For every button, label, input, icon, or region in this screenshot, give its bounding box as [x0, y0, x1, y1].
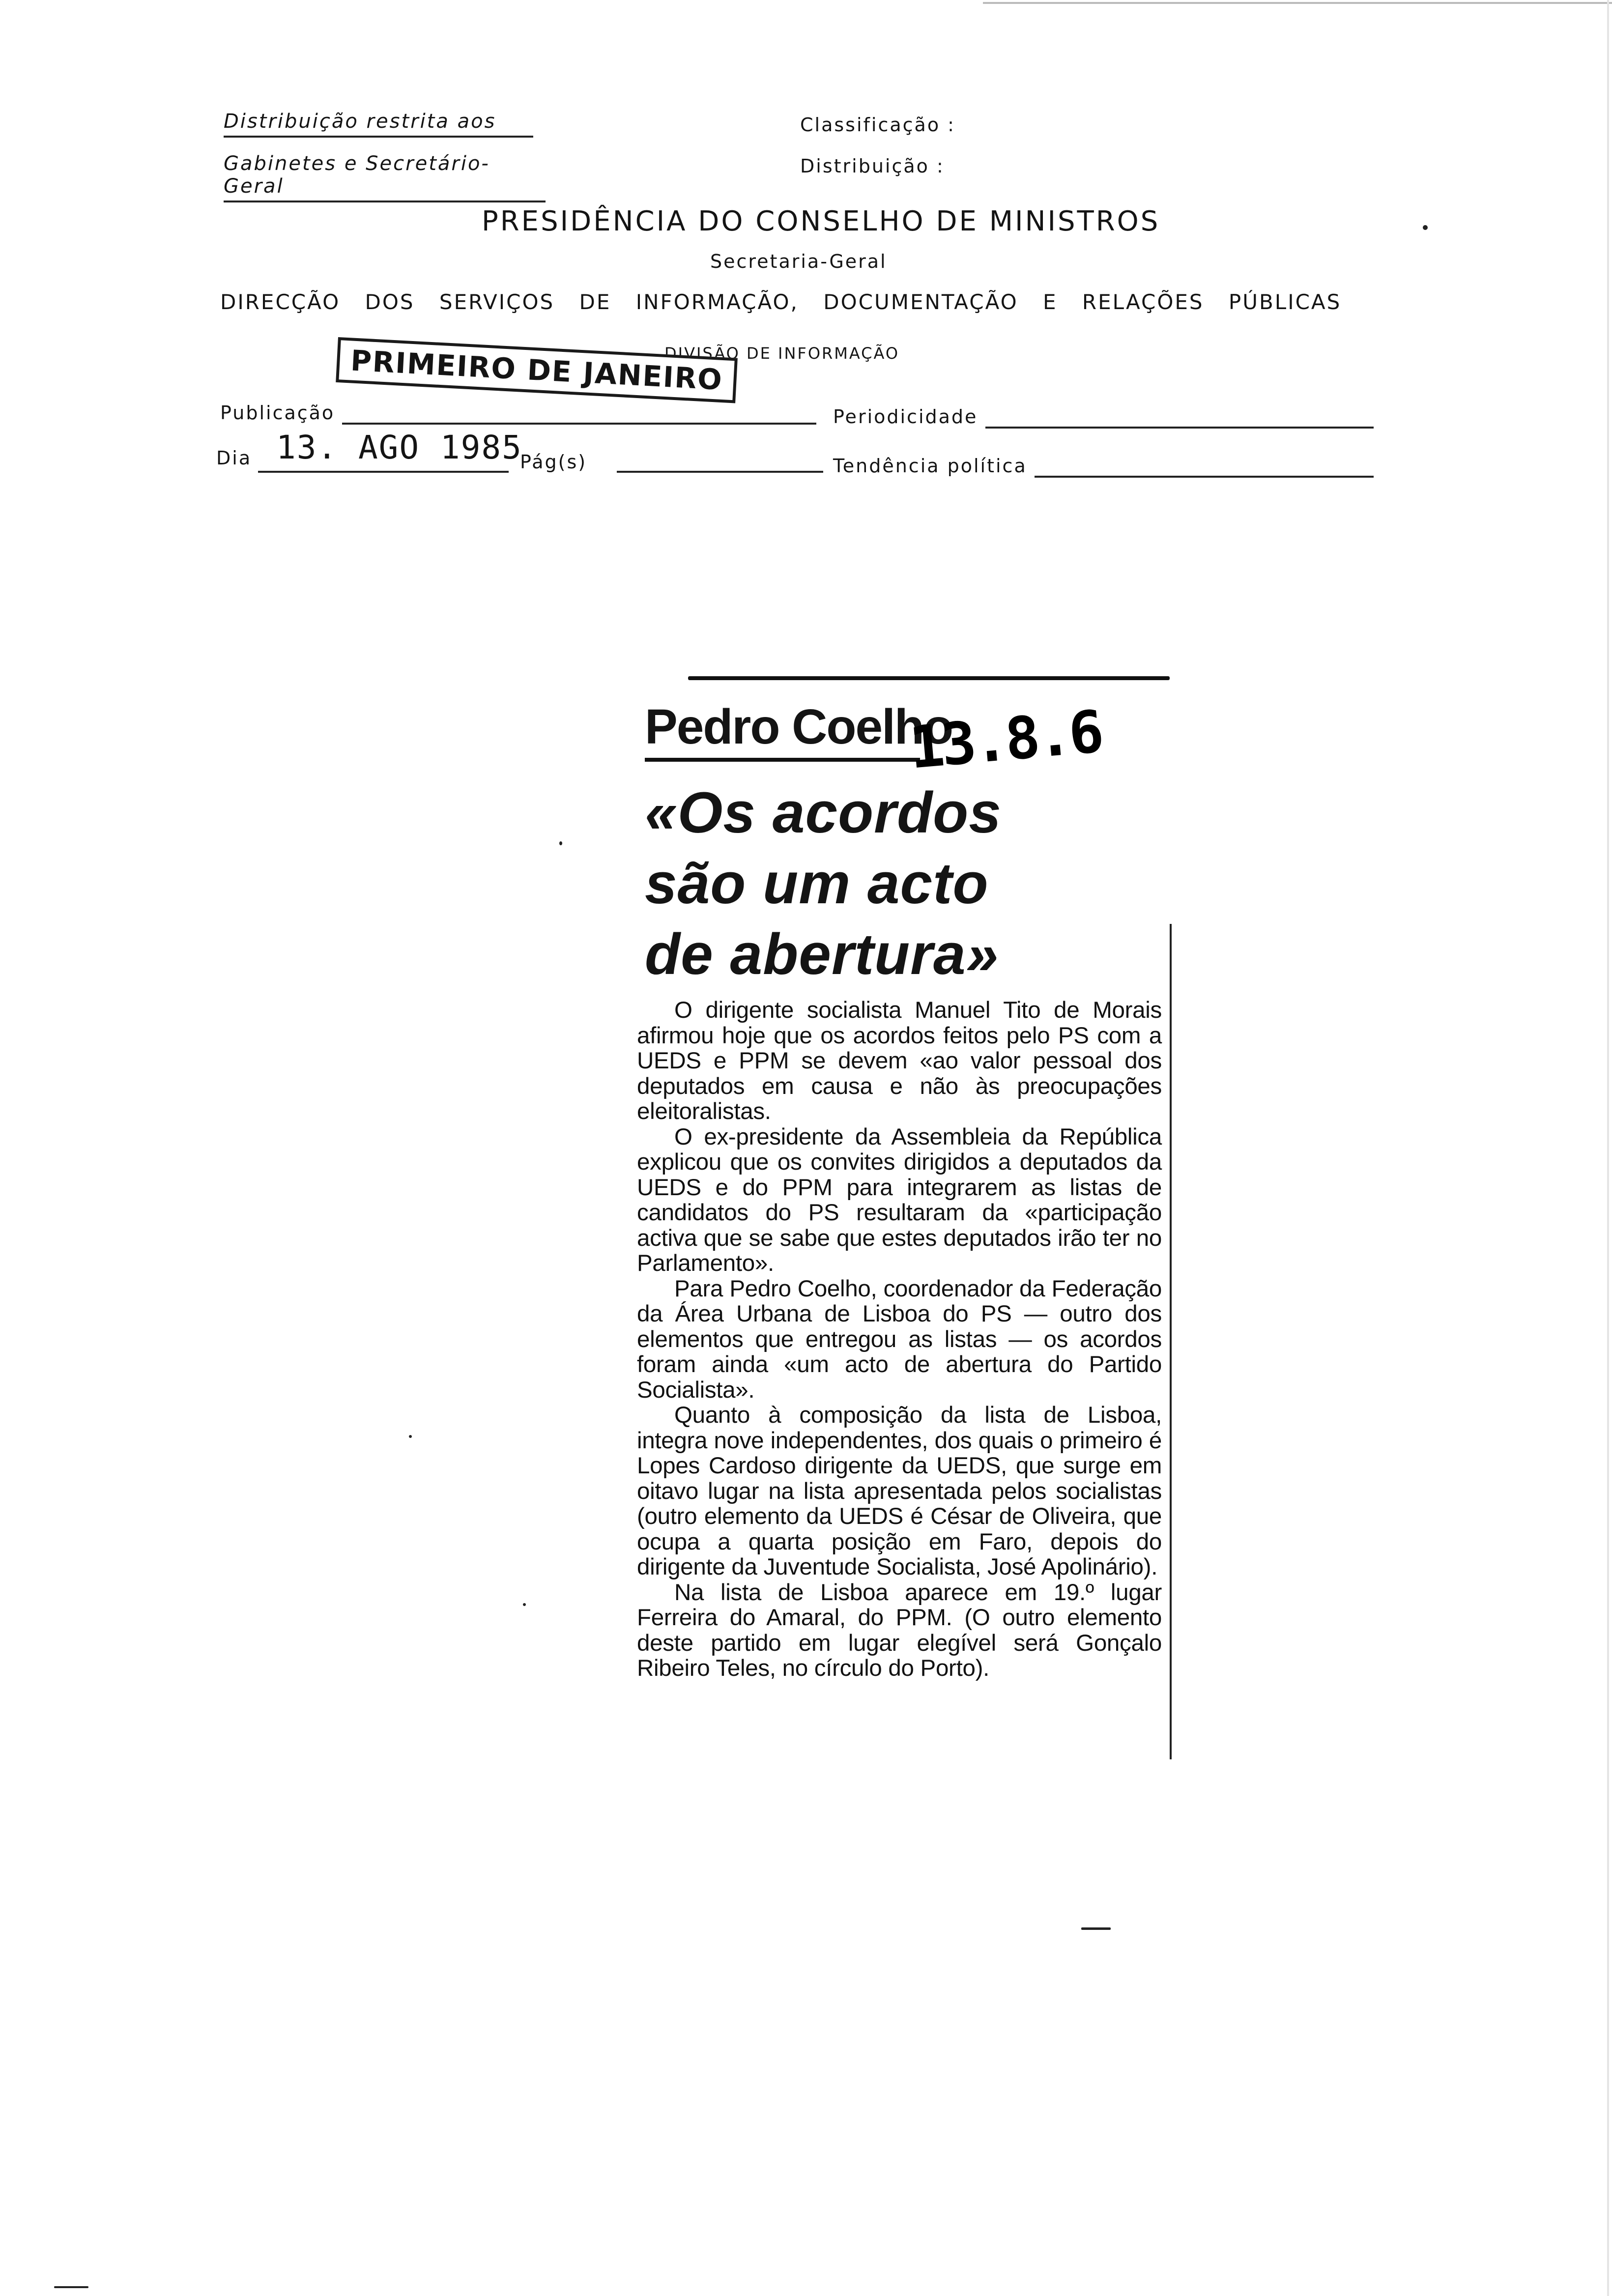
clip-paragraph-4: Quanto à composição da lista de Lisboa, integra nove independentes, dos quais o primeiro é Lopes Cardoso dirigente da UEDS, que surge em oitavo lugar na lista apresentada pelos socialistas (outro elemento da UEDS é César de Oliveira, que ocupa a quarta posição em Faro, depois do dirigente da Juventude Socialista, José Apolinário).	[637, 1402, 1162, 1580]
pags-line	[617, 471, 823, 473]
clip-top-rule	[688, 676, 1170, 680]
speck	[559, 841, 562, 845]
tendencia-line	[1035, 476, 1374, 478]
publicacao-label: Publicação	[220, 402, 335, 424]
dia-label: Dia	[216, 447, 252, 469]
speck	[1423, 225, 1428, 230]
clip-paragraph-1: O dirigente socialista Manuel Tito de Morais afirmou hoje que os acordos feitos pelo PS com a UEDS e PPM se devem «ao valor pessoal dos deputados em causa e não às preocupações eleitoralistas.	[637, 997, 1162, 1124]
clip-paragraph-2: O ex-presidente da Assembleia da República explicou que os convites dirigidos a deputados da UEDS e do PPM para integrarem as listas de candidatos do PS resultaram da «participação activa que se sabe que estes deputados irão ter no Parlamento».	[637, 1123, 1162, 1276]
speck	[54, 2286, 88, 2288]
restricted-distribution-line2: Gabinetes e Secretário-Geral	[224, 152, 546, 202]
speck	[409, 1435, 412, 1438]
direccao-servicos: DIRECÇÃO DOS SERVIÇOS DE INFORMAÇÃO, DOCUMENTAÇÃO E RELAÇÕES PÚBLICAS	[220, 290, 1342, 314]
clip-right-rule	[1170, 924, 1172, 1759]
dia-value: 13. AGO 1985	[276, 429, 522, 466]
periodicidade-label: Periodicidade	[833, 406, 978, 428]
periodicidade-line	[985, 427, 1374, 429]
pags-label: Pág(s)	[520, 451, 587, 473]
clip-headline-line2: são um acto	[645, 851, 989, 916]
dia-line	[258, 471, 509, 473]
handwritten-note: 13.8.6	[906, 697, 1104, 782]
distribuicao-label: Distribuição :	[800, 155, 945, 177]
clip-headline-line3: de abertura»	[645, 922, 999, 987]
clip-headline	[645, 777, 1136, 990]
newspaper-stamp: PRIMEIRO DE JANEIRO	[336, 337, 738, 403]
speck	[523, 1603, 526, 1606]
scan-edge-top	[983, 2, 1612, 4]
tendencia-label: Tendência política	[833, 455, 1027, 477]
clip-headline-line1: «Os acordos	[645, 780, 1002, 845]
org-title: PRESIDÊNCIA DO CONSELHO DE MINISTROS	[482, 205, 1160, 237]
divisao-informacao: DIVISÃO DE INFORMAÇÃO	[664, 344, 900, 363]
clip-author-underline	[645, 758, 920, 762]
clip-paragraph-5: Na lista de Lisboa aparece em 19.º lugar Ferreira do Amaral, do PPM. (O outro elemento deste partido em lugar elegível será Gonçalo Ribeiro Teles, no círculo do Porto).	[637, 1579, 1162, 1681]
restricted-distribution-line1: Distribuição restrita aos	[224, 110, 533, 138]
scan-edge-right	[1607, 0, 1609, 2296]
publicacao-line	[342, 423, 816, 425]
classificacao-label: Classificação :	[800, 114, 955, 136]
clip-paragraph-3: Para Pedro Coelho, coordenador da Federação da Área Urbana de Lisboa do PS — outro dos elementos que entregou as listas — os acordos foram ainda «um acto de abertura do Partido Socialista».	[637, 1275, 1162, 1403]
clip-body	[637, 998, 1162, 1681]
clip-author: Pedro Coelho	[645, 699, 953, 754]
clipping	[634, 673, 1175, 1759]
secretaria-geral: Secretaria-Geral	[710, 251, 887, 272]
speck	[1081, 1927, 1111, 1930]
